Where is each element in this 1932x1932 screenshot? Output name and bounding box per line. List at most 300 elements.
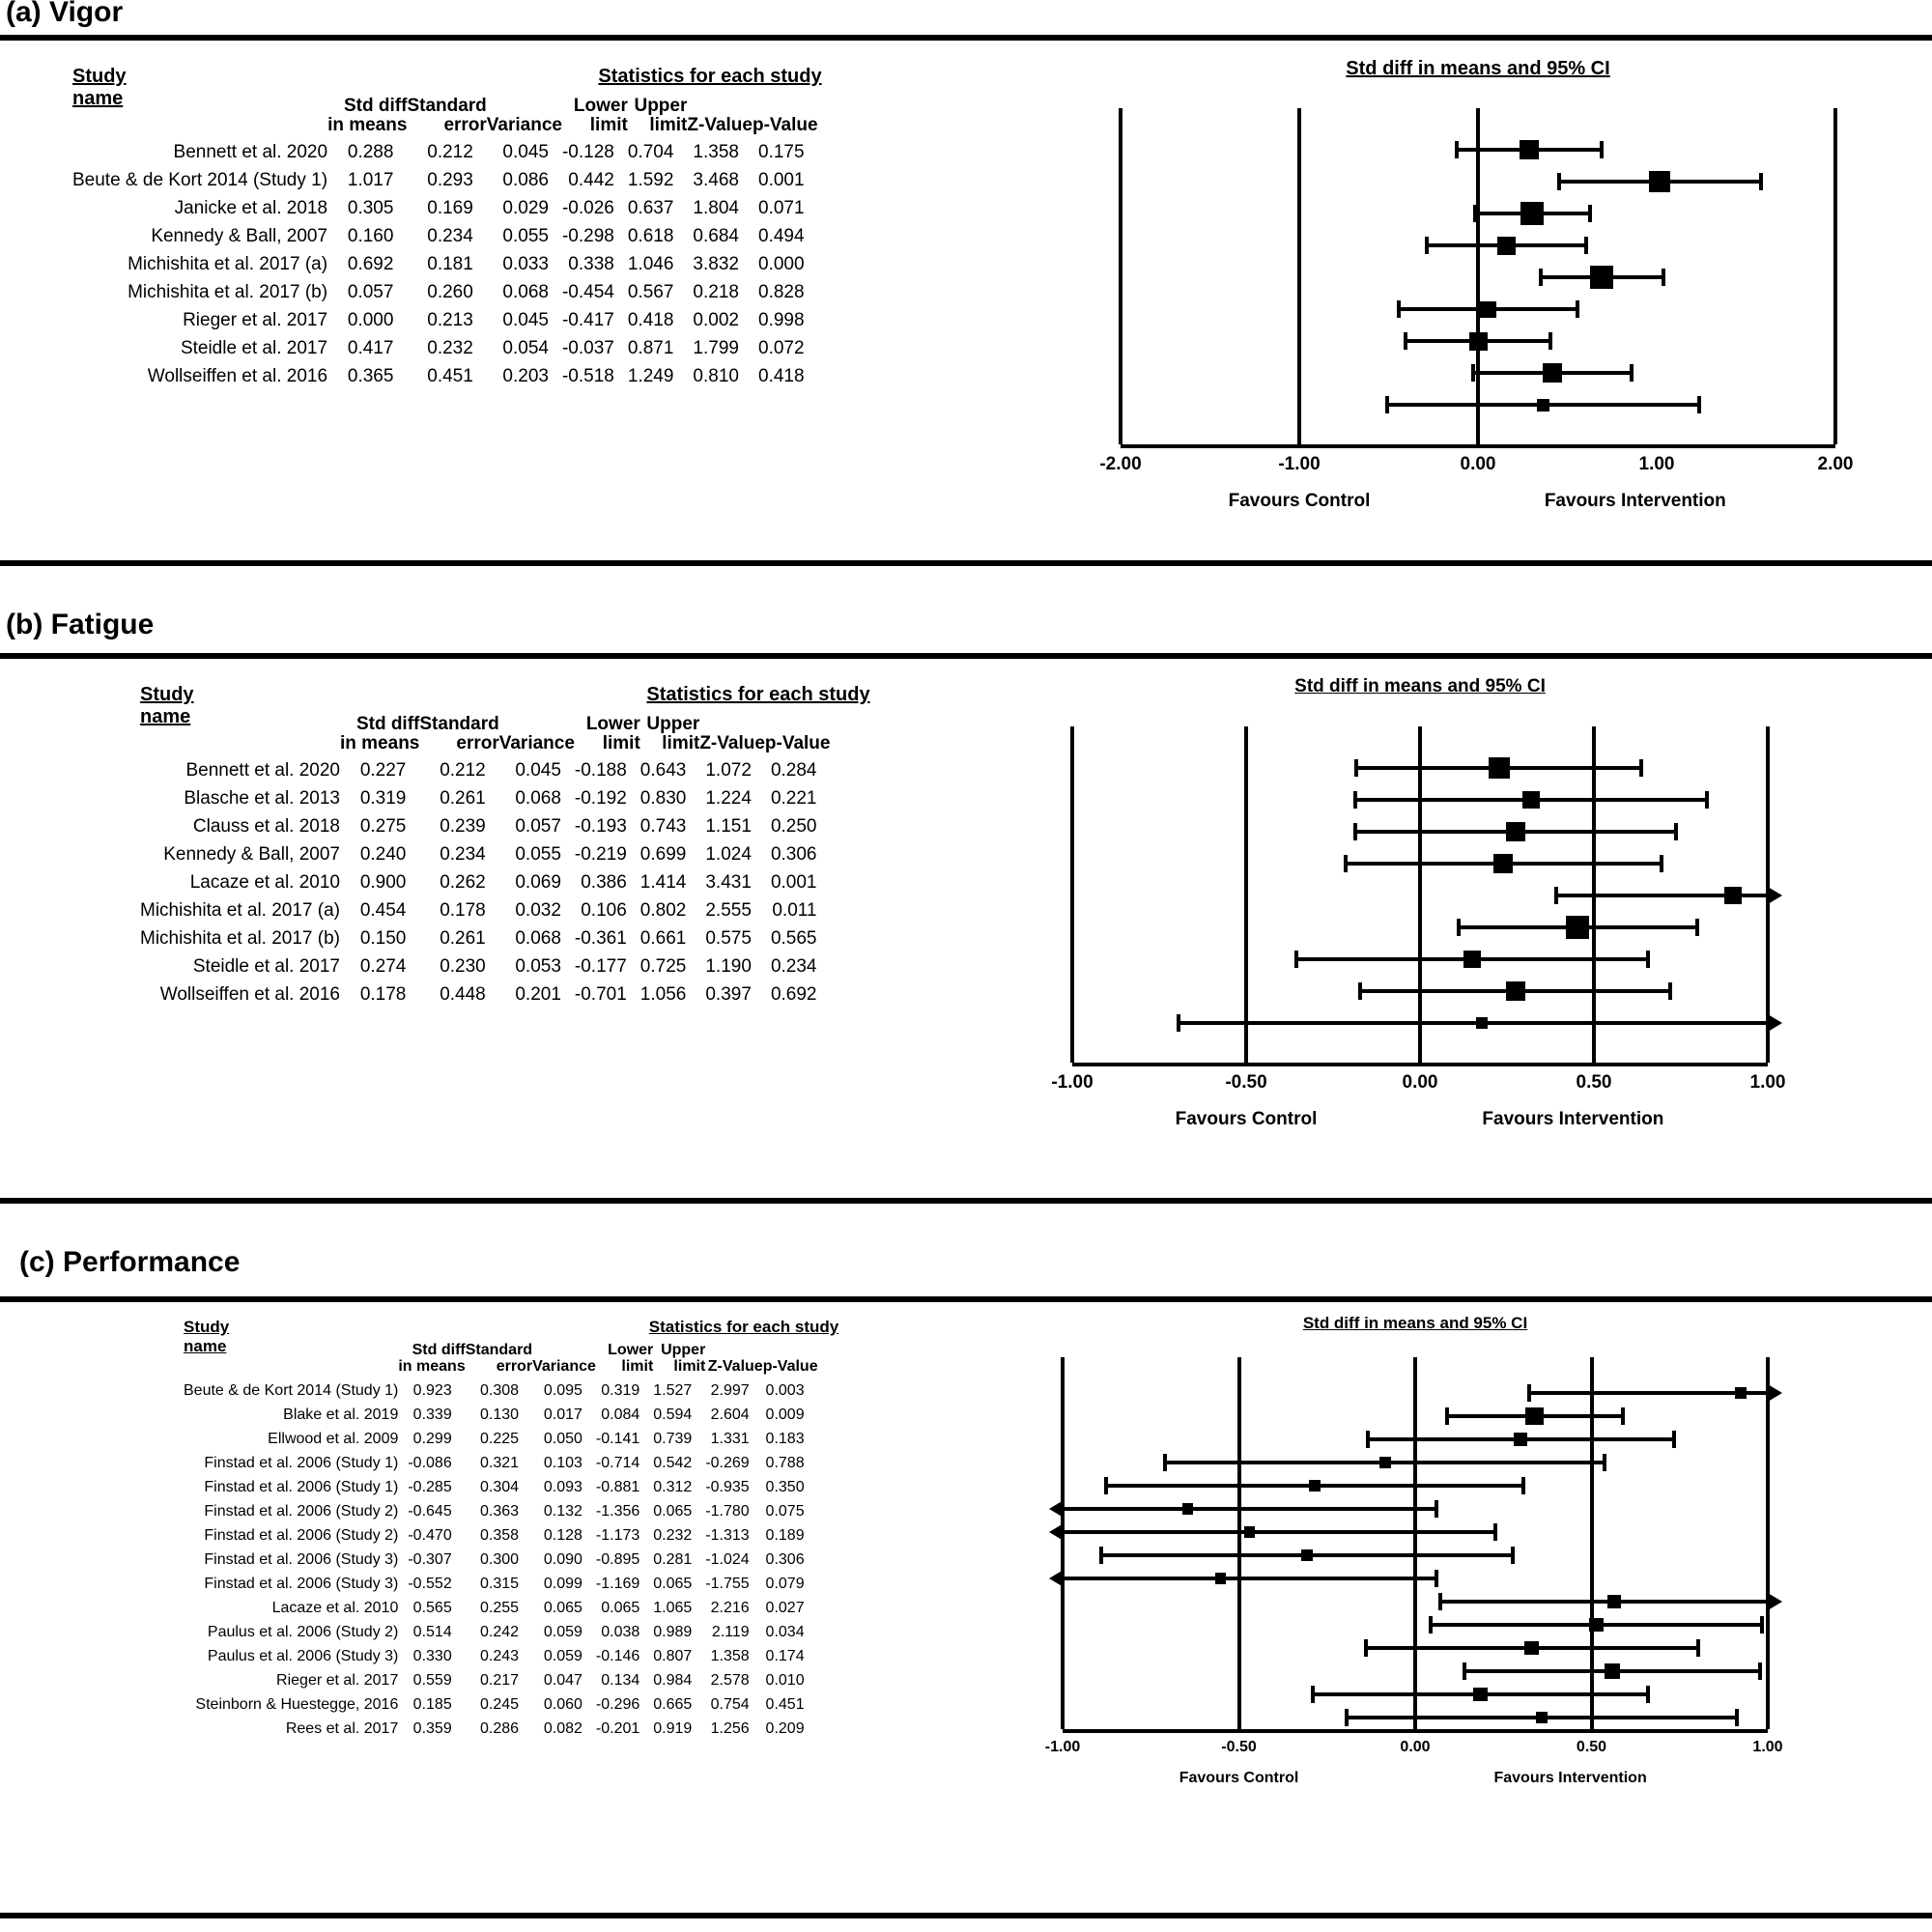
study-name-cell: Steidle et al. 2017 <box>192 956 340 978</box>
x-axis-line <box>1121 444 1835 448</box>
stat-cell: 1.358 <box>693 142 739 163</box>
confidence-interval-line <box>1438 1600 1768 1604</box>
column-header: Std diff in means <box>340 714 420 753</box>
stat-cell: 0.494 <box>758 226 805 247</box>
stat-cell: 0.045 <box>502 310 549 331</box>
table-row <box>140 785 830 813</box>
study-name-cell: Finstad et al. 2006 (Study 2) <box>204 1527 399 1545</box>
stat-cell: 1.804 <box>693 198 739 219</box>
stat-cell: -0.219 <box>574 844 627 866</box>
confidence-interval-line <box>1177 1021 1768 1025</box>
stat-cell: 0.304 <box>480 1479 520 1496</box>
stat-cell: 0.699 <box>639 844 687 866</box>
stat-cell: 0.010 <box>765 1672 805 1690</box>
stat-cell: 0.033 <box>502 254 549 275</box>
table-row <box>184 1379 818 1404</box>
stat-cell: 1.224 <box>705 788 752 810</box>
effect-size-marker <box>1590 266 1613 289</box>
column-header: Variance <box>486 114 562 135</box>
stat-cell: 0.684 <box>693 226 739 247</box>
ci-cap-right <box>1521 1477 1525 1494</box>
panel-a-title: (a) Vigor <box>6 0 124 28</box>
stat-cell: -1.173 <box>595 1527 640 1545</box>
stat-cell: 2.119 <box>711 1624 750 1641</box>
column-header: Standard error <box>465 1342 533 1375</box>
ci-cap-left <box>1557 173 1561 190</box>
stat-cell: 0.306 <box>765 1551 805 1569</box>
panel-vigor <box>0 0 1932 570</box>
stat-cell: 0.053 <box>515 956 561 978</box>
effect-size-marker <box>1506 981 1525 1001</box>
stat-cell: 0.072 <box>758 338 805 359</box>
effect-size-marker <box>1493 854 1513 873</box>
stat-cell: 0.308 <box>480 1382 520 1400</box>
stat-cell: 1.046 <box>627 254 674 275</box>
stat-cell: 2.604 <box>710 1406 750 1424</box>
ci-cap-right <box>1600 141 1604 158</box>
stat-cell: 0.286 <box>480 1720 520 1738</box>
stat-cell: -1.024 <box>705 1551 750 1569</box>
stat-cell: 1.799 <box>693 338 739 359</box>
stat-cell: 1.249 <box>627 366 674 387</box>
ci-arrow-right <box>1768 1384 1782 1402</box>
study-name-cell: Michishita et al. 2017 (b) <box>128 282 328 303</box>
ci-cap-right <box>1660 855 1663 872</box>
stat-cell: 0.989 <box>653 1624 693 1641</box>
stat-cell: 0.003 <box>765 1382 805 1400</box>
table-row <box>140 841 830 869</box>
study-name-cell: Blasche et al. 2013 <box>184 788 340 810</box>
stat-cell: 0.300 <box>480 1551 520 1569</box>
grid-vline <box>1833 108 1837 444</box>
column-header: p-Value <box>762 1357 818 1375</box>
ci-cap-right <box>1603 1454 1606 1471</box>
confidence-interval-line <box>1063 1530 1497 1534</box>
study-name-cell: Finstad et al. 2006 (Study 1) <box>204 1455 399 1472</box>
stat-cell: 0.130 <box>480 1406 520 1424</box>
table-a-group-header: Statistics for each study <box>598 66 822 87</box>
table-row <box>72 195 818 223</box>
stat-cell: 0.643 <box>639 760 687 781</box>
effect-size-marker <box>1589 1618 1603 1632</box>
ci-arrow-right <box>1768 1014 1782 1032</box>
forest-plot-vigor <box>1092 58 1864 512</box>
table-header-row <box>184 1343 818 1379</box>
ci-cap-left <box>1554 887 1558 904</box>
stat-cell: 2.997 <box>710 1382 750 1400</box>
stat-cell: 0.212 <box>440 760 486 781</box>
stat-cell: 0.274 <box>359 956 407 978</box>
stat-cell: 0.029 <box>502 198 549 219</box>
stat-cell: -0.146 <box>595 1648 640 1665</box>
stat-cell: 0.692 <box>770 984 817 1006</box>
stat-cell: -0.518 <box>561 366 614 387</box>
stat-cell: 0.057 <box>347 282 394 303</box>
stat-cell: 0.075 <box>765 1503 805 1520</box>
study-name-cell: Michishita et al. 2017 (a) <box>140 900 340 922</box>
effect-size-marker <box>1473 1688 1487 1701</box>
axis-tick-label: 0.50 <box>1576 1072 1612 1093</box>
study-name-cell: Beute & de Kort 2014 (Study 1) <box>184 1382 399 1400</box>
stat-cell: 0.068 <box>515 928 561 950</box>
column-header: Variance <box>532 1357 596 1375</box>
panel-fatigue <box>0 609 1932 1208</box>
study-name-cell: Rieger et al. 2017 <box>276 1672 399 1690</box>
table-row <box>140 897 830 925</box>
effect-size-marker <box>1566 916 1589 939</box>
stat-cell: 0.807 <box>653 1648 693 1665</box>
stat-cell: 0.661 <box>639 928 687 950</box>
stat-cell: 0.034 <box>765 1624 805 1641</box>
stat-cell: 0.810 <box>693 366 739 387</box>
ci-cap-left <box>1425 237 1429 254</box>
stat-cell: 0.442 <box>568 170 614 191</box>
column-header: p-Value <box>764 732 831 753</box>
stat-cell: -0.307 <box>408 1551 452 1569</box>
ci-cap-left <box>1539 269 1543 286</box>
ci-cap-left <box>1527 1384 1531 1402</box>
stat-cell: 0.103 <box>543 1455 582 1472</box>
stat-cell: 0.000 <box>758 254 805 275</box>
forest-plot-title: Std diff in means and 95% CI <box>1294 676 1546 696</box>
column-header: Lower limit <box>608 1342 654 1375</box>
table-b-study-header: Study name <box>140 684 194 727</box>
study-name-cell: Lacaze et al. 2010 <box>271 1600 399 1617</box>
stat-cell: 0.255 <box>480 1600 520 1617</box>
favours-control-label: Favours Control <box>1228 491 1371 511</box>
table-row <box>184 1524 818 1548</box>
axis-tick-label: 1.00 <box>1752 1739 1783 1755</box>
stat-cell: 0.542 <box>653 1455 693 1472</box>
stat-cell: 0.692 <box>347 254 394 275</box>
table-row <box>72 363 818 391</box>
stat-cell: 0.150 <box>359 928 407 950</box>
table-row <box>184 1621 818 1645</box>
stat-cell: 0.071 <box>758 198 805 219</box>
ci-cap-left <box>1397 300 1401 318</box>
stat-cell: -0.296 <box>595 1696 640 1714</box>
stat-cell: 1.527 <box>653 1382 693 1400</box>
table-row <box>72 279 818 307</box>
stat-cell: 0.871 <box>627 338 674 359</box>
stat-cell: 0.418 <box>758 366 805 387</box>
table-row <box>72 167 818 195</box>
ci-cap-left <box>1457 919 1461 936</box>
study-name-cell: Bennett et al. 2020 <box>185 760 340 781</box>
ci-cap-left <box>1311 1686 1315 1703</box>
table-row <box>140 757 830 785</box>
stat-cell: 0.330 <box>412 1648 452 1665</box>
column-header: Lower limit <box>573 96 628 135</box>
effect-size-marker <box>1463 951 1481 968</box>
stat-cell: 0.397 <box>705 984 752 1006</box>
stat-cell: 0.175 <box>758 142 805 163</box>
stat-cell: 0.262 <box>440 872 486 894</box>
ci-arrow-left <box>1049 1570 1064 1587</box>
panel-b-rule-bottom <box>0 1198 1932 1204</box>
column-header: p-Value <box>752 114 818 135</box>
effect-size-marker <box>1489 757 1510 779</box>
column-header: Standard error <box>419 714 499 753</box>
stat-cell: 0.234 <box>440 844 486 866</box>
ci-cap-right <box>1758 1662 1762 1680</box>
column-header: Z-Value <box>699 732 765 753</box>
stat-cell: 0.919 <box>653 1720 693 1738</box>
stat-cell: 0.221 <box>770 788 817 810</box>
effect-size-marker <box>1522 791 1540 809</box>
stat-cell: 0.565 <box>770 928 817 950</box>
stat-cell: 0.011 <box>772 900 817 922</box>
stat-cell: 0.358 <box>480 1527 520 1545</box>
stat-cell: 1.190 <box>705 956 752 978</box>
stat-cell: 0.027 <box>765 1600 805 1617</box>
study-name-cell: Kennedy & Ball, 2007 <box>163 844 340 866</box>
stat-cell: 0.575 <box>705 928 752 950</box>
effect-size-marker <box>1182 1503 1193 1514</box>
stat-cell: 0.338 <box>568 254 614 275</box>
table-row <box>72 335 818 363</box>
study-name-cell: Bennett et al. 2020 <box>173 142 328 163</box>
column-header: Std diff in means <box>398 1342 466 1375</box>
stat-cell: 3.431 <box>705 872 752 894</box>
study-name-cell: Blake et al. 2019 <box>283 1406 399 1424</box>
axis-tick-label: -0.50 <box>1221 1739 1257 1755</box>
ci-cap-left <box>1366 1431 1370 1448</box>
stat-cell: 0.250 <box>770 816 817 838</box>
ci-cap-right <box>1705 791 1709 809</box>
study-name-cell: Michishita et al. 2017 (b) <box>140 928 340 950</box>
stat-cell: -0.470 <box>408 1527 452 1545</box>
effect-size-marker <box>1514 1433 1527 1446</box>
stat-cell: 0.068 <box>515 788 561 810</box>
grid-vline <box>1237 1357 1241 1729</box>
column-header: Upper limit <box>634 96 688 135</box>
confidence-interval-line <box>1063 1507 1438 1511</box>
column-header: Upper limit <box>661 1342 706 1375</box>
effect-size-marker <box>1649 171 1670 192</box>
favours-control-label: Favours Control <box>1179 1770 1299 1786</box>
stat-cell: -0.361 <box>574 928 627 950</box>
table-row <box>184 1645 818 1669</box>
stat-cell: 0.128 <box>543 1527 582 1545</box>
ci-cap-left <box>1429 1616 1433 1634</box>
stat-cell: 0.830 <box>639 788 687 810</box>
stat-cell: 1.358 <box>710 1648 750 1665</box>
ci-cap-left <box>1404 332 1407 350</box>
grid-vline <box>1476 108 1480 444</box>
ci-cap-right <box>1695 919 1699 936</box>
stat-cell: 0.060 <box>543 1696 582 1714</box>
stat-cell: 0.213 <box>427 310 473 331</box>
stat-cell: -0.128 <box>561 142 614 163</box>
table-row <box>184 1548 818 1573</box>
table-row <box>184 1573 818 1597</box>
ci-cap-left <box>1353 791 1357 809</box>
ci-cap-left <box>1177 1014 1180 1032</box>
stat-cell: 0.319 <box>601 1382 640 1400</box>
x-axis-line <box>1063 1729 1768 1733</box>
effect-size-marker <box>1309 1480 1321 1492</box>
axis-tick-label: -1.00 <box>1044 1739 1081 1755</box>
stat-cell: -1.313 <box>705 1527 750 1545</box>
stat-cell: 0.002 <box>693 310 739 331</box>
stat-cell: 0.234 <box>770 956 817 978</box>
stat-cell: 0.243 <box>480 1648 520 1665</box>
stat-cell: -0.454 <box>561 282 614 303</box>
ci-cap-right <box>1630 364 1634 382</box>
study-name-cell: Finstad et al. 2006 (Study 3) <box>204 1576 399 1593</box>
stat-cell: 0.306 <box>770 844 817 866</box>
stat-cell: 0.288 <box>347 142 394 163</box>
table-row <box>184 1428 818 1452</box>
effect-size-marker <box>1525 1407 1544 1426</box>
effect-size-marker <box>1524 1641 1538 1655</box>
stat-cell: 0.045 <box>515 760 561 781</box>
stat-cell: 0.242 <box>480 1624 520 1641</box>
stat-cell: 0.050 <box>543 1431 582 1448</box>
stat-cell: 0.181 <box>427 254 473 275</box>
table-row <box>72 307 818 335</box>
stat-cell: 0.665 <box>653 1696 693 1714</box>
stat-cell: 0.451 <box>765 1696 805 1714</box>
stat-cell: 0.001 <box>758 170 805 191</box>
stat-cell: 0.417 <box>347 338 394 359</box>
table-row <box>184 1500 818 1524</box>
ci-cap-left <box>1353 823 1357 840</box>
axis-tick-label: 2.00 <box>1817 454 1854 474</box>
stat-cell: 0.045 <box>502 142 549 163</box>
stat-cell: 0.079 <box>765 1576 805 1593</box>
stat-cell: 0.245 <box>480 1696 520 1714</box>
stat-cell: 0.448 <box>440 984 486 1006</box>
grid-vline <box>1418 726 1422 1063</box>
ci-cap-left <box>1344 855 1348 872</box>
table-row <box>140 869 830 897</box>
stat-cell: 0.451 <box>427 366 473 387</box>
ci-cap-right <box>1511 1547 1515 1564</box>
table-b <box>140 715 830 1009</box>
study-name-cell: Janicke et al. 2018 <box>174 198 328 219</box>
ci-cap-right <box>1621 1407 1625 1425</box>
panel-b-rule-top <box>0 653 1932 659</box>
stat-cell: 0.239 <box>440 816 486 838</box>
study-name-cell: Beute & de Kort 2014 (Study 1) <box>72 170 328 191</box>
stat-cell: 0.065 <box>653 1576 693 1593</box>
ci-cap-right <box>1674 823 1678 840</box>
table-header-row <box>140 715 830 757</box>
panel-a-rule-bottom <box>0 560 1932 566</box>
effect-size-marker <box>1497 237 1516 255</box>
axis-tick-label: 1.00 <box>1749 1072 1786 1093</box>
stat-cell: 0.032 <box>515 900 561 922</box>
grid-vline <box>1244 726 1248 1063</box>
stat-cell: -0.269 <box>705 1455 750 1472</box>
confidence-interval-line <box>1527 1391 1768 1395</box>
column-header: Z-Value <box>707 1357 763 1375</box>
ci-cap-right <box>1493 1523 1497 1541</box>
forest-plot-performance <box>1034 1314 1797 1855</box>
stat-cell: 0.293 <box>427 170 473 191</box>
stat-cell: 0.386 <box>581 872 627 894</box>
stat-cell: 0.363 <box>480 1503 520 1520</box>
study-name-cell: Paulus et al. 2006 (Study 3) <box>207 1648 399 1665</box>
stat-cell: -0.714 <box>595 1455 640 1472</box>
ci-arrow-right <box>1768 887 1782 904</box>
table-header-spacer <box>72 97 327 139</box>
table-row <box>184 1718 818 1742</box>
study-name-cell: Finstad et al. 2006 (Study 2) <box>204 1503 399 1520</box>
forest-plot-title: Std diff in means and 95% CI <box>1346 58 1610 79</box>
confidence-interval-line <box>1063 1577 1438 1580</box>
stat-cell: -0.037 <box>561 338 614 359</box>
stat-cell: -0.417 <box>561 310 614 331</box>
stat-cell: 0.998 <box>758 310 805 331</box>
ci-cap-left <box>1294 951 1298 968</box>
stat-cell: 0.009 <box>765 1406 805 1424</box>
axis-tick-label: 0.00 <box>1402 1072 1438 1093</box>
table-a-study-header: Study name <box>72 66 127 109</box>
stat-cell: 0.565 <box>412 1600 452 1617</box>
stat-cell: -0.201 <box>595 1720 640 1738</box>
stat-cell: 0.260 <box>427 282 473 303</box>
ci-cap-left <box>1385 396 1389 413</box>
stat-cell: 0.232 <box>653 1527 693 1545</box>
stat-cell: -1.356 <box>595 1503 640 1520</box>
effect-size-marker <box>1480 301 1496 318</box>
table-row <box>184 1597 818 1621</box>
column-header: Std diff in means <box>327 96 408 135</box>
panel-a-rule-top <box>0 35 1932 41</box>
ci-arrow-right <box>1768 1593 1782 1610</box>
stat-cell: 0.754 <box>710 1696 750 1714</box>
stat-cell: 0.099 <box>543 1576 582 1593</box>
axis-tick-label: -2.00 <box>1099 454 1142 474</box>
column-header: Lower limit <box>585 714 640 753</box>
stat-cell: 0.618 <box>627 226 674 247</box>
study-name-cell: Kennedy & Ball, 2007 <box>151 226 328 247</box>
stat-cell: 0.567 <box>627 282 674 303</box>
panel-performance <box>0 1246 1932 1922</box>
stat-cell: -0.285 <box>408 1479 452 1496</box>
stat-cell: 0.017 <box>543 1406 582 1424</box>
stat-cell: 0.559 <box>412 1672 452 1690</box>
stat-cell: 0.095 <box>543 1382 582 1400</box>
stat-cell: 0.305 <box>347 198 394 219</box>
stat-cell: 0.225 <box>480 1431 520 1448</box>
study-name-cell: Rieger et al. 2017 <box>183 310 328 331</box>
stat-cell: -0.141 <box>595 1431 640 1448</box>
forest-plot-title: Std diff in means and 95% CI <box>1302 1314 1528 1332</box>
stat-cell: 0.160 <box>347 226 394 247</box>
stat-cell: -0.193 <box>574 816 627 838</box>
table-c-group-header: Statistics for each study <box>648 1318 839 1336</box>
stat-cell: 0.365 <box>347 366 394 387</box>
effect-size-marker <box>1215 1573 1227 1584</box>
stat-cell: 0.230 <box>440 956 486 978</box>
stat-cell: 0.201 <box>515 984 561 1006</box>
ci-cap-right <box>1435 1570 1438 1587</box>
stat-cell: 0.183 <box>765 1431 805 1448</box>
effect-size-marker <box>1605 1663 1619 1678</box>
axis-tick-label: 0.50 <box>1576 1739 1607 1755</box>
ci-cap-right <box>1646 951 1650 968</box>
stat-cell: 0.084 <box>601 1406 640 1424</box>
grid-vline <box>1061 1357 1065 1729</box>
study-name-cell: Lacaze et al. 2010 <box>189 872 340 894</box>
stat-cell: 0.090 <box>543 1551 582 1569</box>
table-row <box>140 953 830 981</box>
grid-vline <box>1413 1357 1417 1729</box>
